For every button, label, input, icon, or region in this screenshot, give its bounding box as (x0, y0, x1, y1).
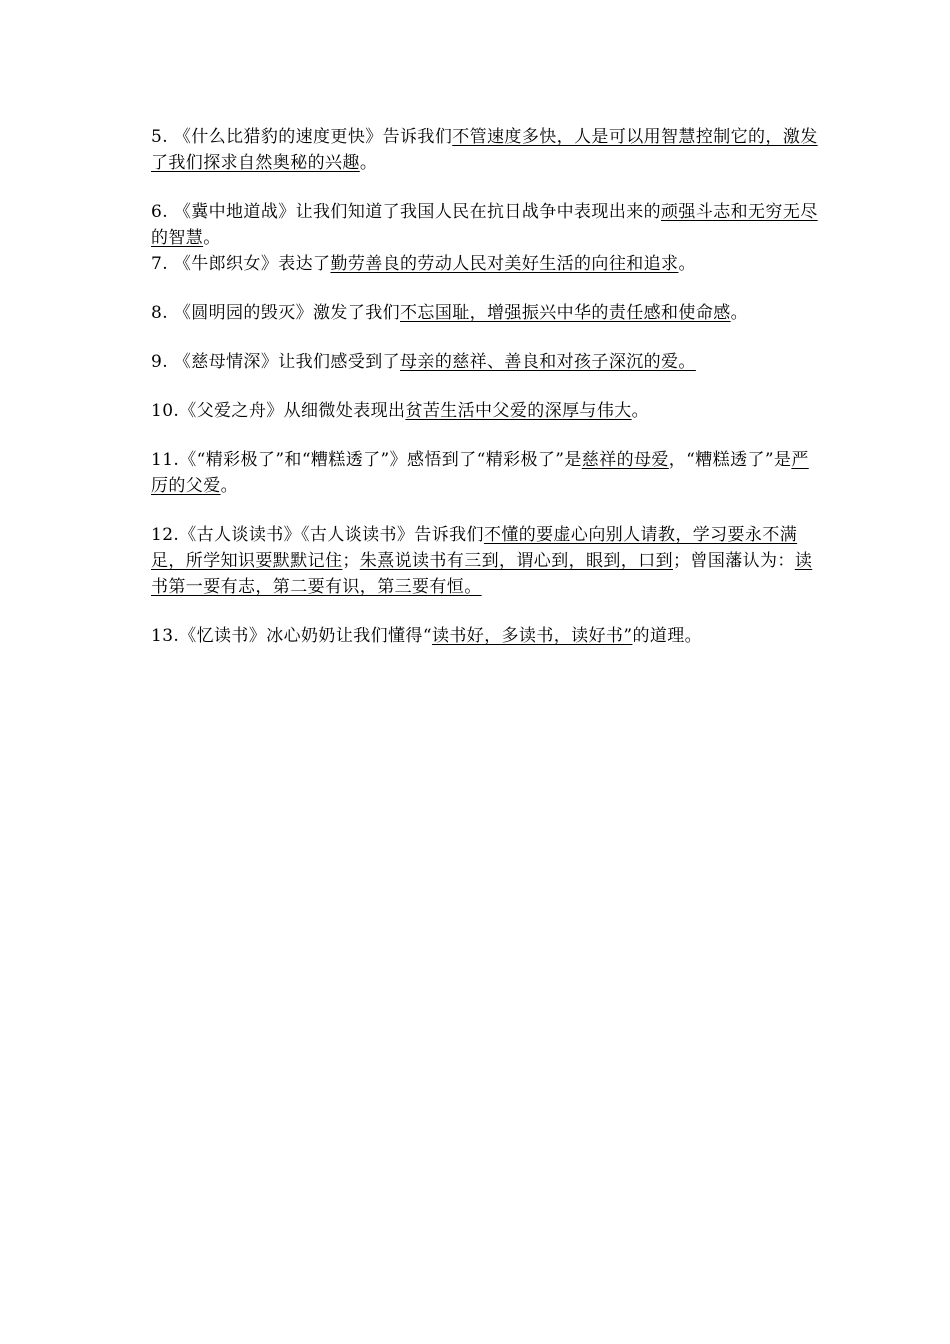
item-answer: 不忘国耻，增强振兴中华的责任感和使命感 (400, 303, 731, 323)
item-answer: 母亲的慈祥、善良和对孩子深沉的爱。 (400, 352, 696, 372)
item-answer: 严厉的父爱 (151, 450, 809, 496)
item-answer: 慈祥的母爱 (581, 450, 669, 470)
item-text: ，“糟糕透了”是 (668, 450, 792, 470)
item-7 (151, 251, 821, 277)
item-text: 。 (631, 401, 650, 421)
item-text: 8. 《圆明园的毁灭》激发了我们 (151, 303, 401, 323)
item-answer: 读书好，多读书，读好书” (431, 626, 633, 646)
document-body (151, 124, 821, 649)
item-8 (151, 300, 821, 326)
item-text: 。 (203, 228, 221, 248)
item-9 (151, 349, 821, 375)
item-answer: 读书第一要有志，第二要有识，第三要有恒。 (151, 551, 813, 597)
item-text: 11.《“精彩极了”和“糟糕透了”》感悟到了“精彩极了”是 (151, 450, 582, 470)
item-text: ；曾国藩认为： (673, 551, 795, 571)
item-6 (151, 199, 821, 251)
item-13 (151, 623, 821, 649)
item-text: 5. 《什么比猎豹的速度更快》告诉我们 (151, 127, 453, 147)
item-text: 。 (220, 476, 239, 496)
item-text: 。 (359, 153, 378, 173)
item-answer: 不懂的要虚心向别人请教，学习要永不满足，所学知识要默默记住 (151, 525, 798, 571)
item-text: 10.《父爱之舟》从细微处表现出 (151, 401, 406, 421)
item-10 (151, 398, 821, 424)
item-answer: 勤劳善良的劳动人民对美好生活的向往和追求 (330, 254, 679, 274)
item-text: ； (342, 551, 360, 571)
item-text: 13.《忆读书》冰心奶奶让我们懂得“ (151, 626, 432, 646)
item-answer: 顽强斗志和无穷无尽的智慧 (151, 202, 818, 248)
item-12 (151, 522, 821, 600)
item-text: 12.《古人谈读书》《古人谈读书》告诉我们 (151, 525, 484, 545)
item-text: 6. 《冀中地道战》让我们知道了我国人民在抗日战争中表现出来的 (151, 202, 662, 222)
item-text: 。 (730, 303, 749, 323)
item-text: 7. 《牛郎织女》表达了 (151, 254, 331, 274)
item-answer: 朱熹说读书有三到，谓心到，眼到，口到 (359, 551, 674, 571)
item-answer: 贫苦生活中父爱的深厚与伟大 (405, 401, 632, 421)
item-text: 9. 《慈母情深》让我们感受到了 (151, 352, 401, 372)
item-11 (151, 447, 821, 499)
item-answer: 不管速度多快，人是可以用智慧控制它的，激发了我们探求自然奥秘的兴趣 (151, 127, 818, 173)
item-text: 。 (678, 254, 696, 274)
item-5 (151, 124, 821, 176)
item-text: 的道理。 (632, 626, 703, 646)
